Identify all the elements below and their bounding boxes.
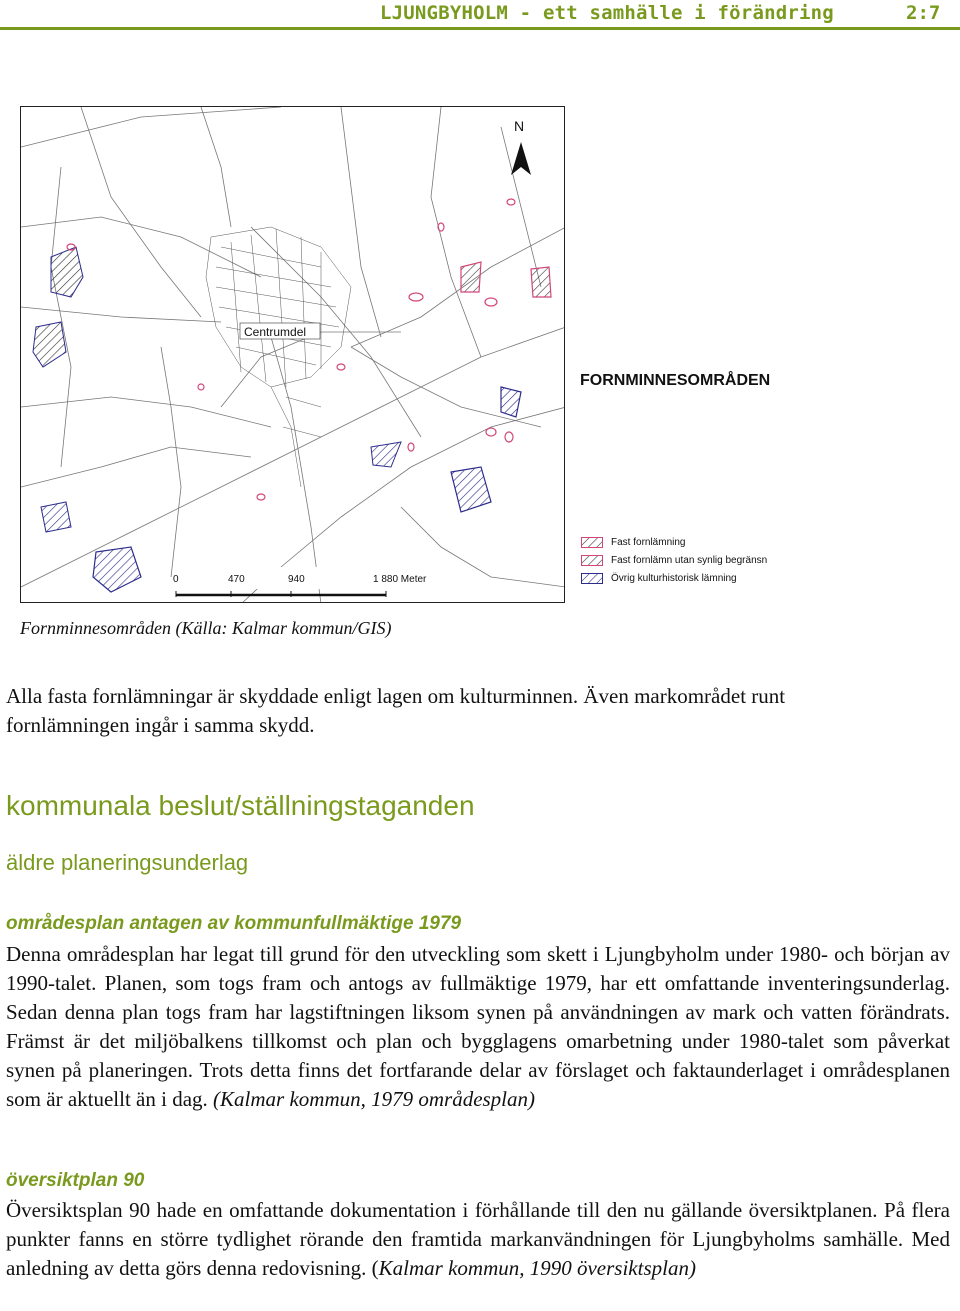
legend-swatch-ovrig [581, 573, 603, 584]
omradesplan-reference: (Kalmar kommun, 1979 områdesplan) [213, 1087, 536, 1111]
legend-item: Fast fornlämn utan synlig begränsn [581, 552, 767, 568]
legend-swatch-utan-synlig [581, 555, 603, 566]
svg-text:940: 940 [288, 574, 305, 585]
intro-line-1: Alla fasta fornlämningar är skyddade enligt lagen om kulturminnen. Även markområdet runt [6, 684, 786, 708]
map-legend [575, 528, 960, 604]
omradesplan-paragraph [6, 940, 950, 1114]
omradesplan-body: Denna områdesplan har legat till grund för den utveckling som skett i Ljungbyholm under 1980- och början av 1990-talet. Planen, som togs fram och antogs av fullmäktige 1979, har ett omfattande inventeringsunderlag. Sedan denna plan togs fram har lagstiftningen liksom synen på användningen av mark och vatten förändrats. Främst är det miljöbalkens tillkomst och plan och bygglagens omarbetning under 1980-talet som påverkat synen på planeringen. Trots detta finns det fortfarande delar av förslaget och faktaunderlaget i områdesplanen som är aktuellt än i dag. [6, 942, 950, 1111]
subsection-title: äldre planeringsunderlag [6, 850, 249, 875]
intro-paragraph [6, 682, 950, 740]
oversiktplan-heading: översiktplan 90 [6, 1170, 145, 1191]
page-header [0, 0, 960, 30]
map-drawing [21, 107, 565, 603]
section-title: kommunala beslut/ställningstaganden [6, 790, 475, 821]
omradesplan-heading: områdesplan antagen av kommunfullmäktige 1979 [6, 913, 462, 934]
svg-text:0: 0 [173, 574, 179, 585]
svg-text:470: 470 [228, 574, 245, 585]
figure-caption: Fornminnesområden (Källa: Kalmar kommun/GIS) [20, 618, 392, 638]
centre-label: Centrumdel [244, 325, 307, 339]
map-town-grid [206, 227, 351, 487]
legend-swatch-fast-fornlamning [581, 537, 603, 548]
legend-item: Fast fornlämning [581, 534, 685, 550]
oversiktplan-body: Översiktsplan 90 hade en omfattande dokumentation i förhållande till den nu gällande översiktplanen. På flera punkter fanns en större tydlighet rörande den framtida markanvändningen för Ljungbyholms samhälle. Med anledning av detta görs denna redovisning. ( [6, 1198, 950, 1280]
oversiktplan-paragraph [6, 1196, 950, 1283]
document-title: LJUNGBYHOLM - ett samhälle i förändring [380, 2, 834, 24]
scale-bar [173, 567, 427, 597]
legend-item: Övrig kulturhistorisk lämning [581, 570, 737, 586]
oversiktplan-reference: Kalmar kommun, 1990 översiktsplan) [378, 1256, 696, 1280]
map-roads [21, 107, 565, 603]
svg-text:1 880 Meter: 1 880 Meter [373, 574, 427, 585]
page-number: 2:7 [906, 2, 941, 24]
map-figure [20, 106, 565, 603]
intro-line-2: fornlämningen ingår i samma skydd. [6, 713, 315, 737]
map-protected-areas [33, 247, 551, 592]
north-label: N [514, 118, 525, 134]
map-small-remains [67, 199, 515, 580]
legend-title: FORNMINNESOMRÅDEN [580, 372, 771, 389]
north-arrow-icon [511, 142, 531, 175]
